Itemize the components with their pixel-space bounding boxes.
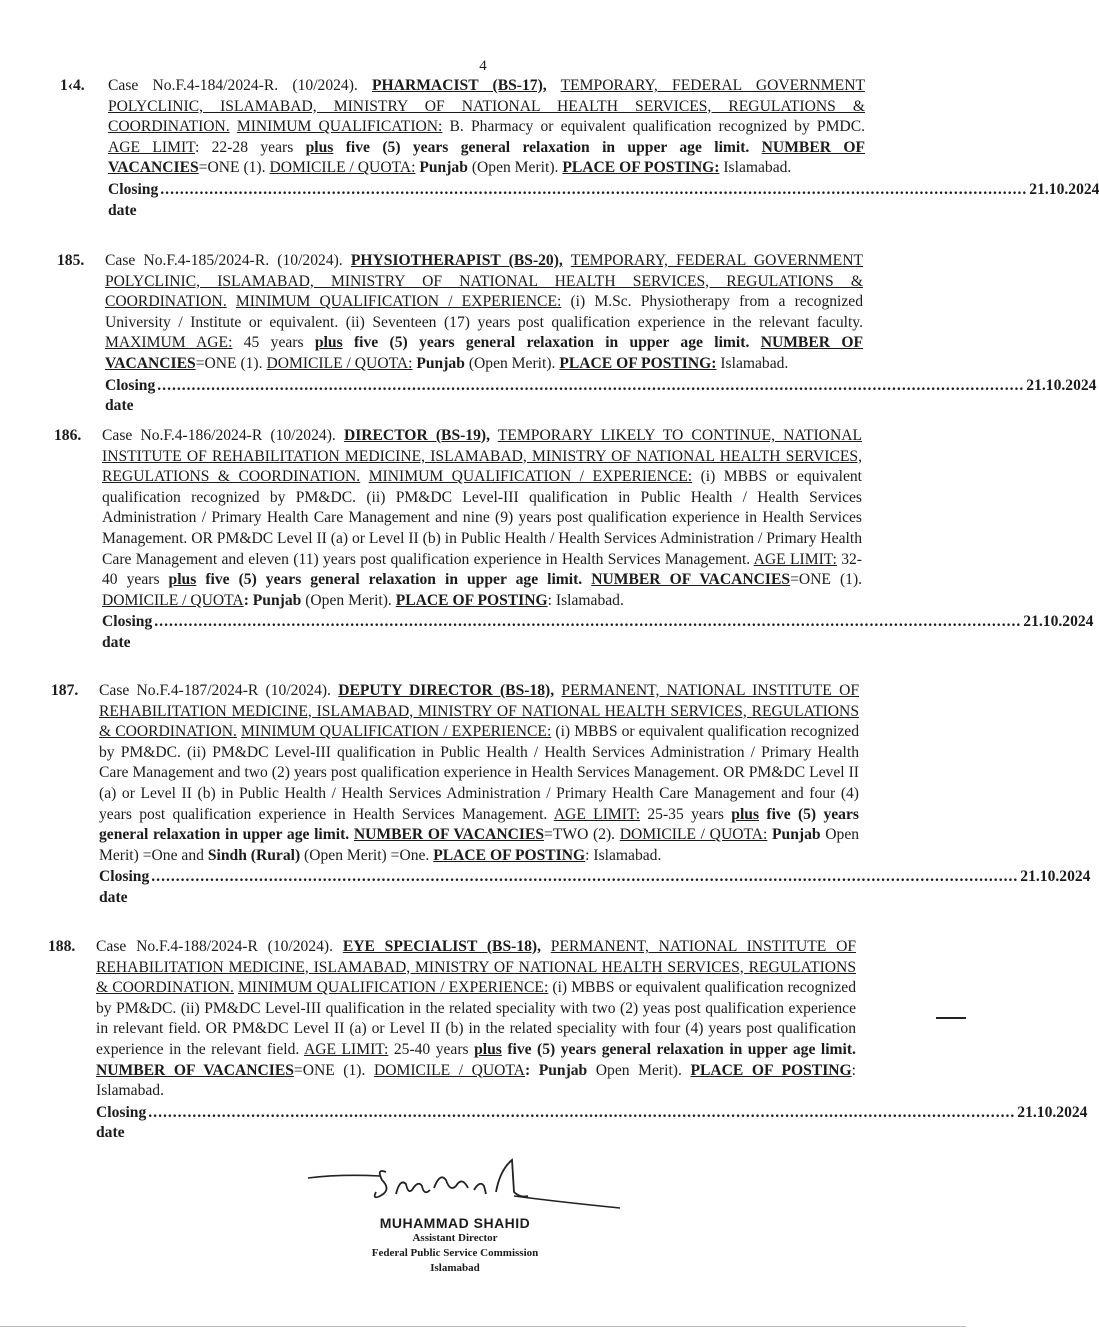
entry-number: 188. xyxy=(48,938,76,955)
vacancies-label: NUMBER OF VACANCIES xyxy=(108,138,865,177)
vacancies-label: NUMBER OF VACANCIES xyxy=(105,334,863,372)
signatory-name: MUHAMMAD SHAHID xyxy=(379,1215,531,1231)
posting-text: Islamabad. xyxy=(720,354,789,372)
organization: TEMPORARY, FEDERAL GOVERNMENT POLYCLINIC, ISLAMABAD, MINISTRY OF NATIONAL HEALTH SERVICES, REGULATIONS & COORDINATION. xyxy=(108,77,865,136)
plus-word: plus xyxy=(305,138,334,156)
qualification-label: MINIMUM QUALIFICATION / EXPERIENCE: xyxy=(368,468,693,486)
domicile-text: Open Merit) =One and xyxy=(99,826,860,864)
plus-word: plus xyxy=(474,1040,502,1058)
qualification-label: MINIMUM QUALIFICATION / EXPERIENCE: xyxy=(238,979,549,997)
domicile-text: (Open Merit). xyxy=(471,159,559,177)
posting-text: Islamabad. xyxy=(723,159,792,177)
posting-label: PLACE OF POSTING xyxy=(690,1061,852,1079)
handwritten-signature xyxy=(300,1150,630,1220)
domicile-province: Punjab xyxy=(419,159,468,177)
qualification-text: (i) MBBS or equivalent qualification recognized by PM&DC. (ii) PM&DC Level-III qualification in Public Health / Health Services Administration / Primary Health Care Management and two (2) years post qualification experience in Health Services Management. OR PM&DC Level II (a) or Level II (b) in Public Health / Health Services Administration / Primary Health Care Management and four (4) years post qualification experience in Health Services Management. xyxy=(99,723,860,823)
scan-edge-mark xyxy=(0,1326,966,1327)
posting-label: PLACE OF POSTING: xyxy=(559,354,717,372)
post-title: EYE SPECIALIST (BS-18), xyxy=(342,938,542,955)
domicile-text-2: (Open Merit) =One. xyxy=(304,846,430,864)
vacancy-entry-188 xyxy=(48,937,1088,1144)
closing-date-label: Closing date xyxy=(108,180,159,219)
case-number: Case No.F.4-185/2024-R. (10/2024). xyxy=(105,252,343,269)
entry-number: 187. xyxy=(51,682,79,699)
relaxation-text: five (5) years general relaxation in upper age limit. xyxy=(99,805,859,844)
domicile-text: (Open Merit). xyxy=(305,591,392,609)
age-label: MAXIMUM AGE: xyxy=(105,334,233,352)
closing-date-value: 21.10.2024 xyxy=(1020,868,1091,886)
closing-date-line xyxy=(96,1103,1088,1144)
closing-date-value: 21.10.2024 xyxy=(1017,1103,1088,1121)
domicile-label: DOMICILE / QUOTA: xyxy=(269,159,416,177)
organization: TEMPORARY, FEDERAL GOVERNMENT POLYCLINIC, ISLAMABAD, MINISTRY OF NATIONAL HEALTH SERVICES, REGULATIONS & COORDINATION. xyxy=(105,252,863,311)
plus-word: plus xyxy=(731,805,760,823)
vacancies-text: =ONE (1). xyxy=(195,354,263,372)
domicile-province: Punjab xyxy=(416,354,465,372)
domicile-label: DOMICILE / QUOTA xyxy=(102,591,244,609)
posting-text: : Islamabad. xyxy=(585,846,662,864)
age-label: AGE LIMIT xyxy=(108,138,195,156)
vacancy-entry-184 xyxy=(60,76,1099,221)
posting-label: PLACE OF POSTING xyxy=(433,846,586,864)
vacancies-text: =ONE (1). xyxy=(198,159,266,177)
case-number: Case No.F.4-184/2024-R. (10/2024). xyxy=(108,77,358,94)
relaxation-text: five (5) years general relaxation in upper age limit. xyxy=(205,571,583,589)
relaxation-text: five (5) years general relaxation in upper age limit. xyxy=(507,1040,856,1058)
vacancies-label: NUMBER OF VACANCIES xyxy=(96,1061,294,1079)
closing-date-value: 21.10.2024 xyxy=(1026,376,1097,394)
entry-body xyxy=(96,937,856,1102)
case-number: Case No.F.4-187/2024-R (10/2024). xyxy=(99,682,331,699)
vacancy-entry-186 xyxy=(54,426,1094,654)
closing-date-value: 21.10.2024 xyxy=(1029,180,1099,198)
relaxation-text: five (5) years general relaxation in upper age limit. xyxy=(353,334,750,352)
post-title: PHARMACIST (BS-17), xyxy=(372,77,547,94)
post-title: DEPUTY DIRECTOR (BS-18), xyxy=(338,682,555,699)
closing-date-line xyxy=(108,180,1099,221)
vacancies-text: =TWO (2). xyxy=(544,826,616,844)
post-title: DIRECTOR (BS-19), xyxy=(343,427,490,444)
qualification-text: (i) M.Sc. Physiotherapy from a recognized University / Institute or equivalent. (ii) Seventeen (17) years post qualification experience in the relevant faculty. xyxy=(105,293,864,331)
relaxation-text: five (5) years general relaxation in upper age limit. xyxy=(345,138,750,156)
entry-number: 186. xyxy=(54,427,82,444)
age-text: 25-35 years xyxy=(647,805,724,823)
posting-text: : Islamabad. xyxy=(96,1061,857,1100)
entry-body xyxy=(105,251,863,375)
domicile-label: DOMICILE / QUOTA: xyxy=(266,354,413,372)
organization: TEMPORARY LIKELY TO CONTINUE, NATIONAL INSTITUTE OF REHABILITATION MEDICINE, ISLAMABAD, MINISTRY OF NATIONAL HEALTH SERVICES, REGULATIONS & COORDINATION. xyxy=(102,427,862,486)
domicile-province: : Punjab xyxy=(243,591,302,609)
scan-edge-mark xyxy=(936,1017,966,1019)
entry-body xyxy=(108,76,865,179)
page-number: 4 xyxy=(479,58,487,74)
closing-date-line xyxy=(105,376,1097,417)
domicile-label: DOMICILE / QUOTA xyxy=(373,1061,525,1079)
qualification-label: MINIMUM QUALIFICATION / EXPERIENCE: xyxy=(241,723,552,741)
leader-dots: ................................................................................................................................................................................. xyxy=(148,1103,1016,1121)
closing-date-label: Closing date xyxy=(96,1103,147,1142)
age-label: AGE LIMIT: xyxy=(553,805,641,823)
posting-text: : Islamabad. xyxy=(547,591,624,609)
closing-date-label: Closing date xyxy=(102,613,153,651)
posting-label: PLACE OF POSTING: xyxy=(562,159,720,177)
domicile-province: : Punjab xyxy=(524,1061,588,1079)
qualification-text: (i) MBBS or equivalent qualification recognized by PM&DC. (ii) PM&DC Level-III qualification in Public Health / Health Services Administration / Primary Health Care Management and nine (9) years post qualification experience in Health Services Management. OR PM&DC Level II (a) or Level II (b) in Public Health / Health Services Administration / Primary Health Care Management and eleven (11) years post qualification experience in Health Services Management. xyxy=(102,468,863,568)
qualification-text: (i) MBBS or equivalent qualification recognized by PM&DC. (ii) PM&DC Level-III qualification in the related speciality with two (2) yeas post qualification experience in relevant field. OR PM&DC Level II (a) or Level II (b) in the related speciality with four (4) years post qualification experience in the relevant field. xyxy=(96,979,857,1058)
leader-dots: ................................................................................................................................................................................. xyxy=(151,868,1019,886)
vacancy-entry-187 xyxy=(51,681,1091,909)
closing-date-label: Closing date xyxy=(99,868,150,906)
entry-number: 1‹4. xyxy=(60,77,85,94)
domicile-province: Punjab xyxy=(772,826,821,844)
signatory-city: Islamabad xyxy=(430,1262,480,1274)
signatory-office: Federal Public Service Commission xyxy=(371,1247,539,1259)
domicile-label: DOMICILE / QUOTA: xyxy=(619,826,768,844)
domicile-province-2: Sindh (Rural) xyxy=(207,846,301,864)
vacancies-label: NUMBER OF VACANCIES xyxy=(353,826,545,844)
signatory xyxy=(340,1215,570,1276)
organization: PERMANENT, NATIONAL INSTITUTE OF REHABILITATION MEDICINE, ISLAMABAD, MINISTRY OF NATIONAL HEALTH SERVICES, REGULATIONS & COORDINATION. xyxy=(99,682,860,741)
age-text: : 22-28 years xyxy=(194,138,294,156)
vacancies-text: =ONE (1). xyxy=(293,1061,366,1079)
qualification-label: MINIMUM QUALIFICATION: xyxy=(236,118,443,136)
qualification-text: B. Pharmacy or equivalent qualification recognized by PMDC. xyxy=(449,118,865,136)
age-label: AGE LIMIT: xyxy=(753,550,837,568)
vacancies-label: NUMBER OF VACANCIES xyxy=(591,571,791,589)
plus-word: plus xyxy=(168,571,197,589)
age-label: AGE LIMIT: xyxy=(303,1040,389,1058)
domicile-text: Open Merit). xyxy=(595,1061,682,1079)
age-text: 25-40 years xyxy=(393,1040,469,1058)
plus-word: plus xyxy=(314,334,343,352)
vacancy-entry-185 xyxy=(57,251,1097,417)
case-number: Case No.F.4-186/2024-R (10/2024). xyxy=(102,427,336,444)
age-text: 45 years xyxy=(243,334,304,352)
closing-date-label: Closing date xyxy=(105,376,156,415)
vacancies-text: =ONE (1). xyxy=(790,571,863,589)
leader-dots: ................................................................................................................................................................................. xyxy=(157,376,1025,394)
post-title: PHYSIOTHERAPIST (BS-20), xyxy=(350,252,563,269)
qualification-label: MINIMUM QUALIFICATION / EXPERIENCE: xyxy=(235,293,562,311)
case-number: Case No.F.4-188/2024-R (10/2024). xyxy=(96,938,334,955)
leader-dots: ................................................................................................................................................................................. xyxy=(154,613,1022,631)
entry-number: 185. xyxy=(57,252,85,269)
posting-label: PLACE OF POSTING xyxy=(395,591,548,609)
leader-dots: ................................................................................................................................................................................. xyxy=(160,180,1028,198)
entry-body xyxy=(99,681,859,866)
closing-date-value: 21.10.2024 xyxy=(1023,613,1094,631)
closing-date-line xyxy=(102,612,1094,653)
signatory-designation: Assistant Director xyxy=(412,1232,498,1244)
closing-date-line xyxy=(99,867,1091,908)
entry-body xyxy=(102,426,862,611)
age-text: 32-40 years xyxy=(102,550,862,589)
organization: PERMANENT, NATIONAL INSTITUTE OF REHABILITATION MEDICINE, ISLAMABAD, MINISTRY OF NATIONAL HEALTH SERVICES, REGULATIONS & COORDINATION. xyxy=(96,938,857,997)
domicile-text: (Open Merit). xyxy=(468,354,556,372)
